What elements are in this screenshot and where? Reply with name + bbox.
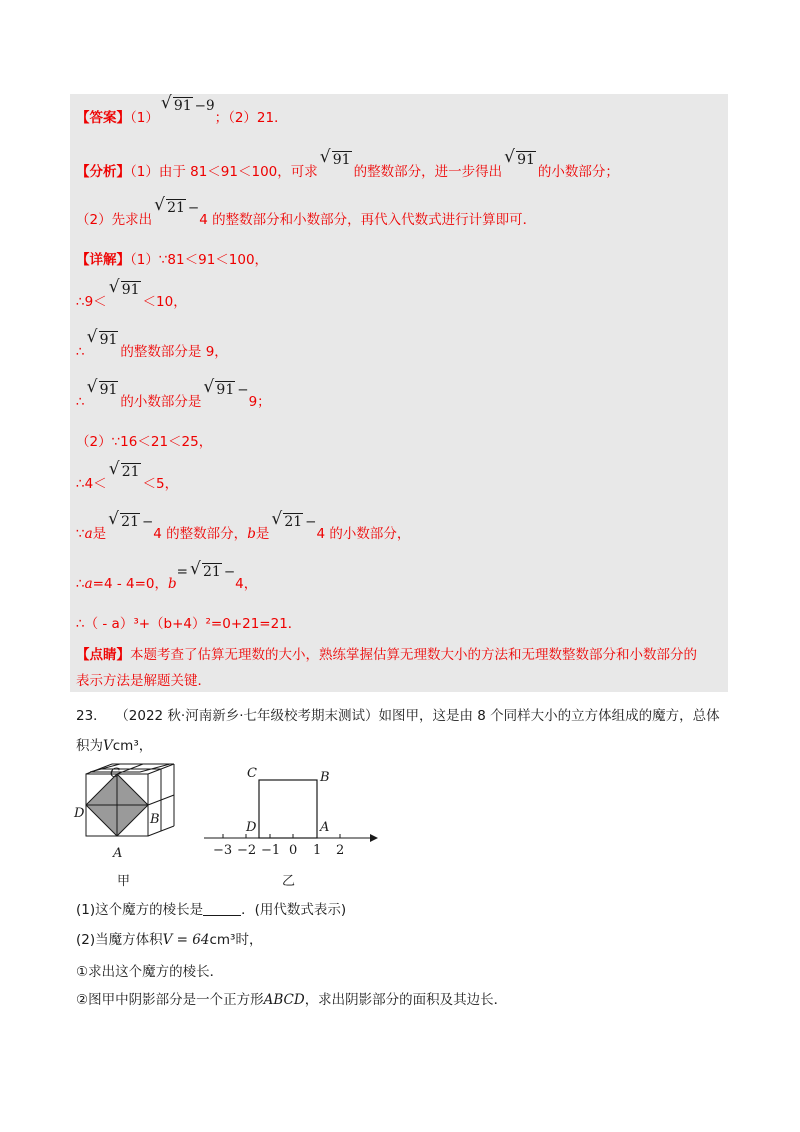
caption-yi: 乙 [282, 874, 296, 889]
sqrt-91: √ 91 [504, 147, 535, 168]
tick-label: −3 [213, 843, 233, 858]
analysis-text-b: 的整数部分，进一步得出 [353, 164, 503, 180]
question-line1 [76, 706, 720, 726]
label-c-yi: C [247, 766, 257, 781]
step4-text-b: ＜5， [142, 476, 179, 492]
step5-text-b: 是 [92, 526, 107, 542]
label-d-jia: D [74, 806, 85, 821]
radicand: 91 [216, 382, 235, 398]
tick-label: 0 [289, 843, 298, 858]
answer-part1: （1） [130, 110, 159, 126]
step3-text-c: 9； [248, 394, 271, 410]
sqrt-91: √ 91 [160, 93, 192, 114]
var-v: V [103, 738, 113, 754]
radicand: 91 [517, 152, 535, 168]
question-text2a: 积为 [76, 738, 103, 754]
var-b: b [168, 576, 177, 592]
var-abcd: ABCD [263, 992, 305, 1008]
question-number: 23． [76, 708, 107, 724]
label-d-yi: D [246, 820, 257, 835]
arrow-head [370, 834, 378, 842]
because: ∵ [76, 526, 85, 542]
detail-tag: 【详解】 [76, 252, 130, 268]
sqrt-21: √ 21 [108, 459, 140, 480]
step3-line [76, 377, 271, 412]
square-abcd [259, 780, 317, 838]
var-b: b [247, 526, 256, 542]
sqrt-91: √ 91 [203, 377, 235, 398]
step2-text-b: 的整数部分是 9， [120, 344, 228, 360]
answer-part2: ；（2）21． [214, 110, 288, 126]
comment-text2: 表示方法是解题关键． [76, 673, 211, 689]
minus-sign: − [305, 514, 317, 530]
q2-i-line [76, 962, 223, 982]
q2-text-b: cm³时， [209, 932, 263, 948]
radicand: 91 [332, 152, 351, 168]
comment-line1 [76, 645, 697, 665]
radicand: 21 [284, 514, 303, 530]
therefore: ∴ [76, 576, 85, 592]
step7-line [76, 614, 301, 634]
step5-line [76, 509, 411, 544]
step7-text: ∴（ - a）³+（b+4）²=0+21=21． [76, 616, 302, 632]
label-b-yi: B [320, 770, 330, 785]
figure-jia [70, 760, 200, 870]
equals-sign: = [176, 564, 188, 580]
label-a-yi: A [320, 820, 330, 835]
analysis-tag: 【分析】 [76, 164, 130, 180]
q2-formula: V = 64 [162, 932, 210, 948]
sqrt-21: √ 21 [154, 195, 185, 216]
step4-line [76, 459, 179, 494]
sqrt-91: √ 91 [108, 277, 140, 298]
label-b-jia: B [150, 812, 160, 827]
q2-i-text: ①求出这个魔方的棱长． [76, 964, 224, 980]
var-a: a [84, 576, 93, 592]
analysis2-line [76, 195, 537, 230]
comment-line2 [76, 671, 211, 691]
radicand: 91 [99, 332, 118, 348]
step5-text-e: 4 的小数部分， [316, 526, 411, 542]
sqrt-21: √ 21 [271, 509, 303, 530]
answer-tag: 【答案】 [76, 110, 130, 126]
question-text1: （2022 秋·河南新乡·七年级校考期末测试）如图甲，这是由 8 个同样大小的立方体组成的魔方，总体 [115, 708, 720, 724]
step6-text-c: 4， [235, 576, 258, 592]
question-line2 [76, 736, 152, 756]
step5-text-d: 是 [255, 526, 270, 542]
radicand: 21 [121, 514, 139, 530]
analysis-text-c: 的小数部分； [537, 164, 619, 180]
sqrt-21: √ 21 [108, 509, 139, 530]
q2-ii-text-a: ②图甲中阴影部分是一个正方形 [76, 992, 264, 1008]
therefore: ∴ [76, 394, 85, 410]
q1-text-b: ．(用代数式表示) [241, 902, 347, 918]
question-text2b: cm³， [112, 738, 153, 754]
minus-sign: − [141, 514, 154, 530]
tick-label: −2 [237, 843, 257, 858]
q2-text-a: (2)当魔方体积 [76, 932, 163, 948]
analysis-text-a: （1）由于 81＜91＜100，可求 [130, 164, 318, 180]
tick-label: 2 [336, 843, 345, 858]
analysis2-text-b: 4 的整数部分和小数部分，再代入代数式进行计算即可． [199, 212, 537, 228]
radicand: 91 [173, 98, 192, 114]
var-a: a [84, 526, 93, 542]
detail2-text: （2）∵16＜21＜25， [76, 434, 213, 450]
radicand: 21 [121, 464, 140, 480]
sqrt-91: √ 91 [319, 147, 351, 168]
sqrt-91: √ 91 [86, 377, 118, 398]
analysis2-text-a: （2）先求出 [76, 212, 153, 228]
label-c-jia: C [110, 766, 120, 781]
detail-line [76, 250, 268, 270]
radicand: 21 [202, 564, 221, 580]
detail-text: （1）∵81＜91＜100， [130, 252, 269, 268]
sqrt-91: √ 91 [86, 327, 118, 348]
step6-text-b: =4 - 4=0， [92, 576, 169, 592]
sqrt-21: √ 21 [189, 559, 221, 580]
radicand: 91 [99, 382, 118, 398]
step1-line [76, 277, 187, 312]
minus-sign: − [187, 200, 200, 216]
tick-label: −1 [261, 843, 281, 858]
radicand: 91 [121, 282, 140, 298]
q2-ii-line [76, 990, 507, 1010]
minus-sign: − [223, 564, 236, 580]
answer-blank[interactable] [203, 902, 241, 916]
comment-tag: 【点睛】 [76, 647, 130, 663]
answer-line [76, 93, 288, 128]
tick-label: 1 [313, 843, 322, 858]
radicand: 21 [167, 200, 185, 216]
step2-line [76, 327, 228, 362]
step1-text-b: ＜10， [142, 294, 187, 310]
comment-text1: 本题考查了估算无理数的大小，熟练掌握估算无理数大小的方法和无理数整数部分和小数部分的 [130, 647, 697, 663]
analysis-line [76, 147, 619, 182]
therefore: ∴ [76, 344, 85, 360]
minus-nine: −9 [194, 98, 215, 114]
step1-text-a: ∴9＜ [76, 294, 107, 310]
q1-text-a: (1)这个魔方的棱长是 [76, 902, 204, 918]
detail2-line [76, 432, 212, 452]
step5-text-c: 4 的整数部分， [153, 526, 248, 542]
minus-sign: − [237, 382, 249, 398]
step3-text-b: 的小数部分是 [120, 394, 202, 410]
step4-text-a: ∴4＜ [76, 476, 107, 492]
label-a-jia: A [113, 846, 123, 861]
step6-line [76, 559, 258, 594]
caption-jia: 甲 [117, 874, 131, 889]
q2-line [76, 930, 262, 950]
q2-ii-text-b: ，求出阴影部分的面积及其边长． [304, 992, 508, 1008]
q1-line [76, 900, 346, 920]
